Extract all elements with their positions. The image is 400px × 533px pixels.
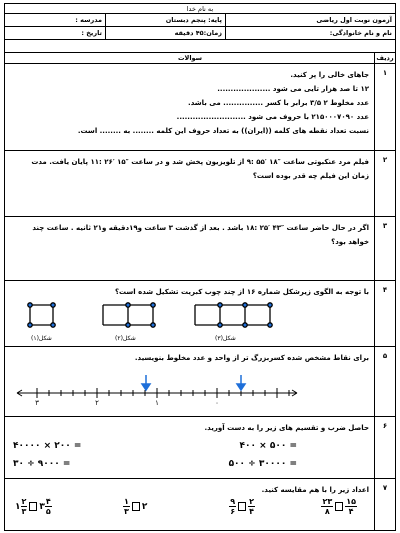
question-5 <box>5 347 395 417</box>
question-3 <box>5 217 395 281</box>
column-header <box>5 53 395 64</box>
question-7 <box>5 479 395 532</box>
question-4 <box>5 281 395 347</box>
header-row-1 <box>5 14 395 27</box>
name-label: نام و نام خانوادگی: <box>329 29 392 37</box>
question-2 <box>5 151 395 217</box>
comparison-2: $\frac{۹}{۶}$ $\frac{۲}{۴}$ <box>230 497 254 516</box>
question-number: ۲ <box>382 156 388 164</box>
question-text <box>11 421 369 435</box>
expression: ۴۰۰۰۰ × ۲۰۰ = <box>13 441 82 451</box>
matchstick-pattern <box>15 297 315 337</box>
question-number: ۷ <box>382 484 388 492</box>
grade-label: پایه: پنجم دبستان <box>105 14 225 27</box>
question-line: زمان این فیلم چه قدر بوده است؟ <box>252 172 369 180</box>
figure-3 <box>195 303 272 327</box>
question-number: ۴ <box>382 286 388 294</box>
question-text <box>11 155 369 183</box>
question-line: فیلم مرد عنکبوتی ساعت ″۱۸ ′۵۵ :۹ از تلویزیون پخش شد و در ساعت ″۱۵ ′۲۶ :۱۱ پایان یافت. مدت <box>31 158 369 166</box>
header-spacer <box>5 40 395 53</box>
question-line: با توجه به الگوی زیرشکل شماره ۱۶ از چند چوب کبریت تشکیل شده است؟ <box>114 288 369 296</box>
answer-box[interactable] <box>335 502 343 511</box>
exam-title: آزمون نوبت اول ریاضی <box>225 14 395 27</box>
point-arrows <box>142 375 245 390</box>
row-column-label: ردیف <box>376 54 394 62</box>
question-line: نسبت تعداد نقطه های کلمه ((ایران)) به تعداد حروف این کلمه ........ به ........ است. <box>77 127 369 135</box>
date-label: تاریخ : <box>81 29 102 37</box>
question-number: ۵ <box>382 352 388 360</box>
question-1 <box>5 64 395 151</box>
axis-label: ۱ <box>155 399 159 407</box>
question-text <box>11 68 369 138</box>
question-line: اعداد زیر را با هم مقایسه کنید. <box>261 486 369 494</box>
questions-column-label: سوالات <box>177 54 203 62</box>
question-line: حاصل ضرب و تقسیم های زیر را به دست آورید. <box>204 424 369 432</box>
question-line: برای نقاط مشخص شده کسربزرگ تر از واحد و عدد مخلوط بنویسید. <box>134 354 369 362</box>
comparison-4: ۱ $\frac{۲}{۳}$ ۳ $\frac{۴}{۵}$ <box>15 497 51 516</box>
question-number: ۶ <box>382 422 388 430</box>
figure-caption: شکل(۳) <box>215 335 236 342</box>
question-text <box>11 351 369 365</box>
question-line: اگر در حال حاضر ساعت ″۴۳ ′۲۵ :۱۸ باشد . بعد از گذشت ۳ ساعت و۱۹دقیقه و۲۱ ثانیه . ساعت چند <box>32 224 369 232</box>
question-text <box>11 221 369 249</box>
school-label: مدرسه : <box>75 16 102 24</box>
axis-label: ۳ <box>35 399 39 407</box>
exam-sheet <box>4 3 396 531</box>
page-title: به نام خدا <box>5 4 395 14</box>
figure-caption: شکل(۲) <box>115 335 136 342</box>
question-line: خواهد بود؟ <box>331 238 369 246</box>
question-6 <box>5 417 395 479</box>
name-field[interactable] <box>225 27 395 40</box>
axis-label: ۲ <box>95 399 99 407</box>
question-line: ۱۲ تا صد هزار تایی می شود .................... <box>217 85 369 93</box>
question-number: ۱ <box>382 69 388 77</box>
comparison-1: $\frac{۲۳}{۸}$ $\frac{۱۵}{۴}$ <box>322 497 356 516</box>
question-number: ۳ <box>382 222 388 230</box>
figure-caption: شکل(۱) <box>31 335 52 342</box>
answer-box[interactable] <box>238 502 246 511</box>
question-line: عدد مخلوط ۲ ۳/۵ برابر با کسر ............... می باشد. <box>188 99 369 107</box>
answer-box[interactable] <box>29 502 37 511</box>
question-line: جاهای خالی را پر کنید. <box>290 71 369 79</box>
number-line <box>13 371 313 409</box>
figure-2 <box>103 303 155 327</box>
time-label: زمان:۴۵ دقیقه <box>105 27 225 40</box>
date-field[interactable] <box>3 27 105 40</box>
answer-box[interactable] <box>132 502 140 511</box>
expression: ۵۰۰ ÷ ۳۰۰۰۰ = <box>228 459 297 469</box>
expression: ۴۰۰ × ۵۰۰ = <box>239 441 297 451</box>
axis-label: ۰ <box>215 399 219 407</box>
question-line: عدد ۲۱۵۰۰۰۷۰۹۰ با حروف می شود .......................... <box>176 113 369 121</box>
question-text <box>11 483 369 497</box>
header-row-2 <box>5 27 395 40</box>
expression: ۳۰ ÷ ۹۰۰۰ = <box>13 459 71 469</box>
comparison-3: $\frac{۱}{۳}$ ۲ <box>124 497 148 516</box>
school-field[interactable] <box>3 14 105 27</box>
figure-1 <box>28 303 55 327</box>
